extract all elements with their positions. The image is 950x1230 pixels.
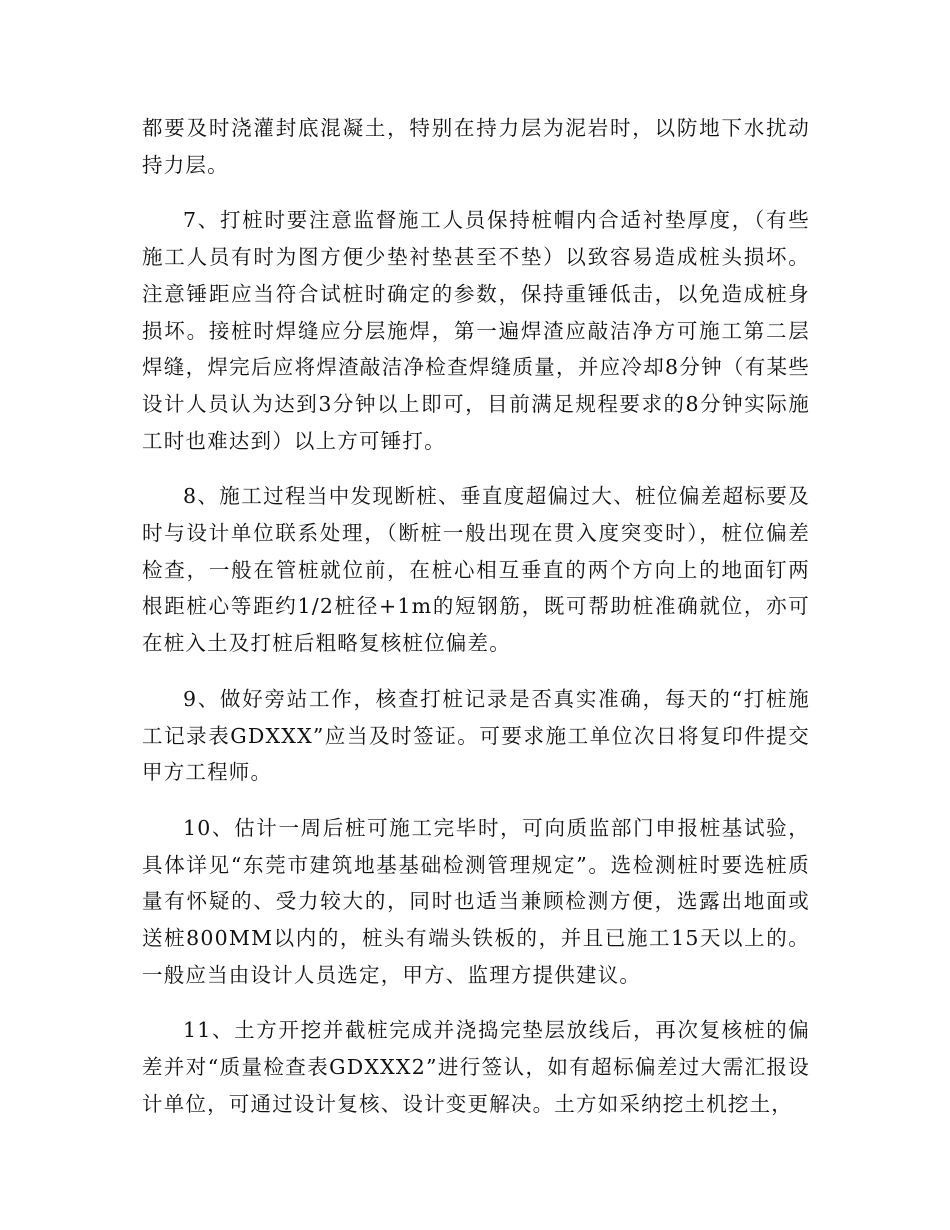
paragraph-item-9: 9、做好旁站工作，核查打桩记录是否真实准确，每天的“打桩施工记录表GDXXX”应当及时签证。可要求施工单位次日将复印件提交甲方工程师。 [142, 686, 810, 785]
paragraph-item-8: 8、施工过程当中发现断桩、垂直度超偏过大、桩位偏差超标要及时与设计单位联系处理，（断桩一般出现在贯入度突变时），桩位偏差检查，一般在管桩就位前，在桩心相互垂直的两个方向上的地面钉两根距桩心等距约1/2桩径+1m的短钢筋，既可帮助桩准确就位，亦可在桩入土及打桩后粗略复核桩位偏差。 [142, 484, 810, 656]
paragraph-continuation: 都要及时浇灌封底混凝土，特别在持力层为泥岩时，以防地下水扰动持力层。 [142, 116, 810, 177]
paragraph-item-7: 7、打桩时要注意监督施工人员保持桩帽内合适衬垫厚度，（有些施工人员有时为图方便少垫衬垫甚至不垫）以致容易造成桩头损坏。注意锤距应当符合试桩时确定的参数，保持重锤低击，以免造成桩身损坏。接桩时焊缝应分层施焊，第一遍焊渣应敲洁净方可施工第二层焊缝，焊完后应将焊渣敲洁净检查焊缝质量，并应冷却8分钟（有某些设计人员认为达到3分钟以上即可，目前满足规程要求的8分钟实际施工时也难达到）以上方可锤打。 [142, 208, 810, 453]
paragraph-item-11: 11、土方开挖并截桩完成并浇捣完垫层放线后，再次复核桩的偏差并对“质量检查表GDXXX2”进行签认，如有超标偏差过大需汇报设计单位，可通过设计复核、设计变更解决。土方如采纳挖土机挖土， [142, 1018, 810, 1116]
paragraph-item-10: 10、估计一周后桩可施工完毕时，可向质监部门申报桩基试验，具体详见“东莞市建筑地基基础检测管理规定”。选检测桩时要选桩质量有怀疑的、受力较大的，同时也适当兼顾检测方便，选露出地面或送桩800MM以内的，桩头有端头铁板的，并且已施工15天以上的。一般应当由设计人员选定，甲方、监理方提供建议。 [142, 815, 810, 987]
document-body [142, 110, 810, 1142]
